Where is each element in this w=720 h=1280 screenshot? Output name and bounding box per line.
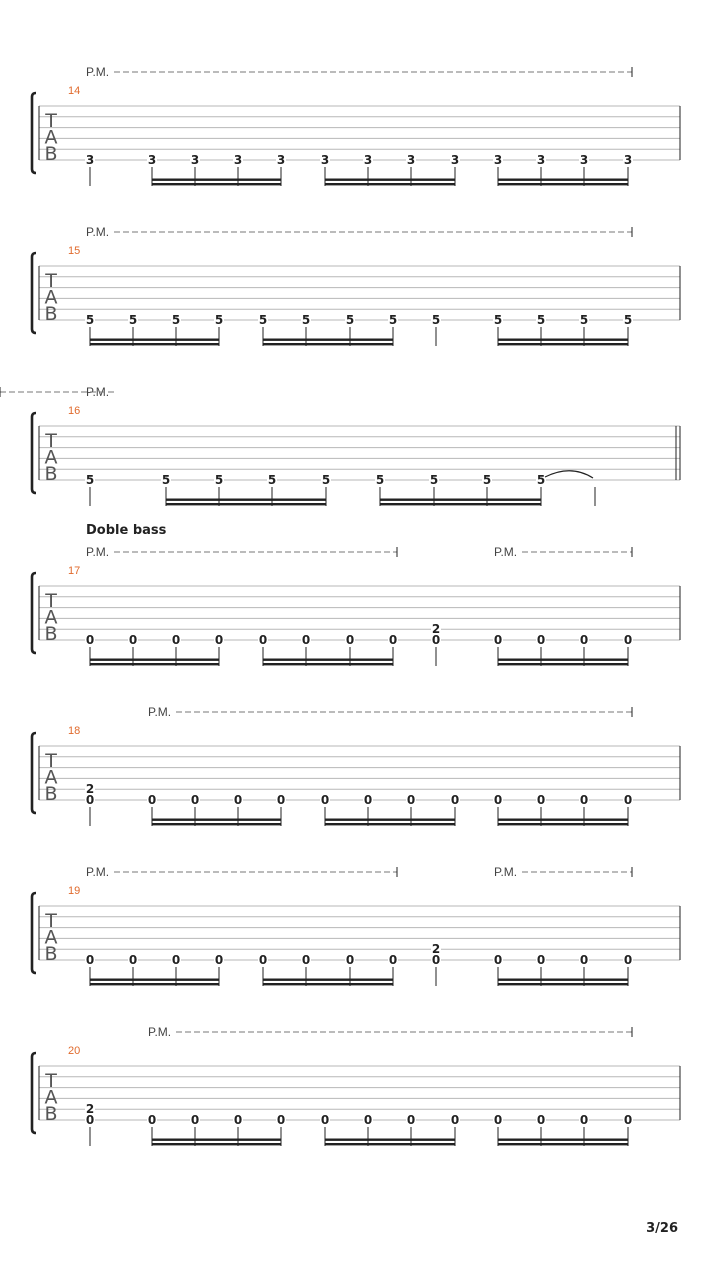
fret-number: 3 — [536, 153, 546, 167]
fret-number: 5 — [493, 313, 503, 327]
section-label: Doble bass — [86, 523, 167, 538]
palm-mute-label: P.M. — [148, 1025, 172, 1039]
fret-number: 5 — [388, 313, 398, 327]
system-bracket — [32, 253, 36, 333]
fret-number: 0 — [579, 953, 589, 967]
fret-number: 0 — [431, 633, 441, 647]
beam-primary — [263, 663, 393, 665]
fret-number: 0 — [85, 633, 95, 647]
fret-number: 0 — [85, 793, 95, 807]
beam-primary — [90, 343, 219, 345]
fret-number: 3 — [233, 153, 243, 167]
fret-number: 0 — [320, 793, 330, 807]
fret-number: 0 — [85, 1113, 95, 1127]
tab-clef-t: T — [45, 590, 57, 612]
beam-secondary — [498, 339, 628, 341]
tab-clef-b: B — [44, 783, 58, 805]
palm-mute-label: P.M. — [86, 865, 110, 879]
beam-primary — [152, 183, 281, 185]
fret-number: 0 — [171, 633, 181, 647]
beam-secondary — [152, 179, 281, 181]
fret-number: 0 — [579, 793, 589, 807]
beam-primary — [90, 983, 219, 985]
fret-number: 0 — [363, 793, 373, 807]
beam-primary — [263, 983, 393, 985]
tab-system-16 — [0, 385, 680, 506]
fret-number: 5 — [85, 473, 95, 487]
fret-number: 3 — [493, 153, 503, 167]
beam-secondary — [380, 499, 541, 501]
tab-clef-b: B — [44, 943, 58, 965]
fret-number: 5 — [161, 473, 171, 487]
fret-number: 0 — [579, 1113, 589, 1127]
fret-number: 5 — [85, 313, 95, 327]
fret-number: 0 — [301, 953, 311, 967]
fret-number: 0 — [190, 793, 200, 807]
fret-number: 5 — [375, 473, 385, 487]
tab-clef-b: B — [44, 1103, 58, 1125]
fret-number: 0 — [258, 633, 268, 647]
beam-secondary — [152, 819, 281, 821]
fret-number: 5 — [267, 473, 277, 487]
fret-number: 5 — [171, 313, 181, 327]
tab-clef-a: A — [44, 286, 58, 309]
fret-number: 0 — [85, 953, 95, 967]
measure-number: 16 — [68, 405, 81, 417]
tab-system-18 — [32, 705, 680, 826]
palm-mute-label: P.M. — [494, 545, 518, 559]
fret-number: 2 — [431, 942, 441, 957]
fret-number: 0 — [276, 1113, 286, 1127]
system-bracket — [32, 93, 36, 173]
tab-clef-b: B — [44, 303, 58, 325]
tab-clef-a: A — [44, 446, 58, 469]
beam-primary — [498, 663, 628, 665]
fret-number: 0 — [450, 1113, 460, 1127]
fret-number: 3 — [190, 153, 200, 167]
palm-mute-label: P.M. — [86, 65, 110, 79]
palm-mute-label: P.M. — [494, 865, 518, 879]
beam-secondary — [90, 659, 219, 661]
fret-number: 0 — [171, 953, 181, 967]
tab-clef-a: A — [44, 766, 58, 789]
fret-number: 0 — [214, 953, 224, 967]
beam-secondary — [166, 499, 326, 501]
tab-clef-a: A — [44, 1086, 58, 1109]
fret-number: 5 — [128, 313, 138, 327]
fret-number: 5 — [536, 473, 546, 487]
fret-number: 3 — [623, 153, 633, 167]
palm-mute-label: P.M. — [86, 545, 110, 559]
tab-clef-t: T — [45, 270, 57, 292]
beam-primary — [152, 1143, 281, 1145]
beam-secondary — [90, 979, 219, 981]
fret-number: 0 — [493, 1113, 503, 1127]
beam-secondary — [263, 659, 393, 661]
fret-number: 5 — [482, 473, 492, 487]
tab-system-14 — [32, 65, 680, 186]
fret-number: 0 — [214, 633, 224, 647]
beam-primary — [498, 823, 628, 825]
fret-number: 0 — [363, 1113, 373, 1127]
measure-number: 18 — [68, 725, 81, 737]
fret-number: 3 — [363, 153, 373, 167]
fret-number: 5 — [579, 313, 589, 327]
fret-number: 0 — [388, 633, 398, 647]
beam-primary — [166, 503, 326, 505]
tab-clef-t: T — [45, 110, 57, 132]
fret-number: 3 — [276, 153, 286, 167]
fret-number: 5 — [429, 473, 439, 487]
fret-number: 0 — [406, 1113, 416, 1127]
fret-number: 5 — [214, 313, 224, 327]
tab-clef-a: A — [44, 126, 58, 149]
beam-secondary — [263, 979, 393, 981]
beam-secondary — [263, 339, 393, 341]
fret-number: 0 — [233, 1113, 243, 1127]
beam-secondary — [325, 179, 455, 181]
fret-number: 3 — [450, 153, 460, 167]
fret-number: 0 — [258, 953, 268, 967]
beam-primary — [498, 983, 628, 985]
fret-number: 3 — [406, 153, 416, 167]
palm-mute-label: P.M. — [86, 225, 110, 239]
fret-number: 0 — [450, 793, 460, 807]
beam-primary — [90, 663, 219, 665]
fret-number: 0 — [128, 953, 138, 967]
fret-number: 0 — [320, 1113, 330, 1127]
fret-number: 0 — [623, 1113, 633, 1127]
palm-mute-label: P.M. — [148, 705, 172, 719]
beam-secondary — [498, 179, 628, 181]
palm-mute-label: P.M. — [86, 385, 110, 399]
system-bracket — [32, 733, 36, 813]
system-bracket — [32, 413, 36, 493]
tab-clef-b: B — [44, 143, 58, 165]
fret-number: 3 — [85, 153, 95, 167]
measure-number: 14 — [68, 85, 81, 97]
fret-number: 0 — [128, 633, 138, 647]
tab-clef-a: A — [44, 606, 58, 629]
tab-clef-b: B — [44, 463, 58, 485]
fret-number: 3 — [147, 153, 157, 167]
fret-number: 5 — [301, 313, 311, 327]
fret-number: 5 — [258, 313, 268, 327]
tab-clef-t: T — [45, 430, 57, 452]
fret-number: 0 — [147, 1113, 157, 1127]
fret-number: 0 — [147, 793, 157, 807]
fret-number: 0 — [406, 793, 416, 807]
measure-number: 17 — [68, 565, 81, 577]
fret-number: 0 — [345, 953, 355, 967]
beam-primary — [498, 1143, 628, 1145]
tab-system-15 — [32, 225, 680, 346]
beam-primary — [325, 823, 455, 825]
fret-number: 0 — [623, 953, 633, 967]
fret-number: 0 — [579, 633, 589, 647]
beam-primary — [380, 503, 541, 505]
fret-number: 0 — [536, 633, 546, 647]
beam-secondary — [498, 659, 628, 661]
fret-number: 0 — [623, 633, 633, 647]
fret-number: 0 — [623, 793, 633, 807]
fret-number: 0 — [431, 953, 441, 967]
beam-secondary — [152, 1139, 281, 1141]
beam-secondary — [498, 819, 628, 821]
fret-number: 5 — [321, 473, 331, 487]
tab-system-20 — [32, 1025, 680, 1146]
fret-number: 3 — [579, 153, 589, 167]
fret-number: 2 — [85, 1102, 95, 1117]
fret-number: 3 — [320, 153, 330, 167]
tab-clef-a: A — [44, 926, 58, 949]
tab-clef-t: T — [45, 1070, 57, 1092]
fret-number: 0 — [493, 793, 503, 807]
fret-number: 5 — [623, 313, 633, 327]
fret-number: 0 — [388, 953, 398, 967]
measure-number: 19 — [68, 885, 81, 897]
tab-system-17 — [32, 523, 680, 666]
fret-number: 0 — [276, 793, 286, 807]
measure-number: 15 — [68, 245, 81, 257]
fret-number: 2 — [431, 622, 441, 637]
system-bracket — [32, 893, 36, 973]
fret-number: 5 — [431, 313, 441, 327]
beam-primary — [152, 823, 281, 825]
beam-secondary — [498, 1139, 628, 1141]
fret-number: 0 — [536, 953, 546, 967]
beam-secondary — [498, 979, 628, 981]
tab-clef-t: T — [45, 750, 57, 772]
beam-primary — [325, 183, 455, 185]
fret-number: 5 — [345, 313, 355, 327]
beam-secondary — [90, 339, 219, 341]
fret-number: 5 — [536, 313, 546, 327]
fret-number: 0 — [301, 633, 311, 647]
system-bracket — [32, 573, 36, 653]
fret-number: 2 — [85, 782, 95, 797]
fret-number: 0 — [190, 1113, 200, 1127]
fret-number: 0 — [493, 953, 503, 967]
tab-clef-b: B — [44, 623, 58, 645]
tab-clef-t: T — [45, 910, 57, 932]
beam-primary — [498, 183, 628, 185]
fret-number: 0 — [345, 633, 355, 647]
beam-primary — [325, 1143, 455, 1145]
fret-number: 0 — [233, 793, 243, 807]
system-bracket — [32, 1053, 36, 1133]
page-number: 3/26 — [646, 1221, 678, 1236]
beam-primary — [498, 343, 628, 345]
beam-primary — [263, 343, 393, 345]
tab-system-19 — [32, 865, 680, 986]
fret-number: 5 — [214, 473, 224, 487]
fret-number: 0 — [536, 793, 546, 807]
fret-number: 0 — [493, 633, 503, 647]
beam-secondary — [325, 819, 455, 821]
fret-number: 0 — [536, 1113, 546, 1127]
tie-arc — [545, 471, 593, 478]
measure-number: 20 — [68, 1045, 81, 1057]
beam-secondary — [325, 1139, 455, 1141]
